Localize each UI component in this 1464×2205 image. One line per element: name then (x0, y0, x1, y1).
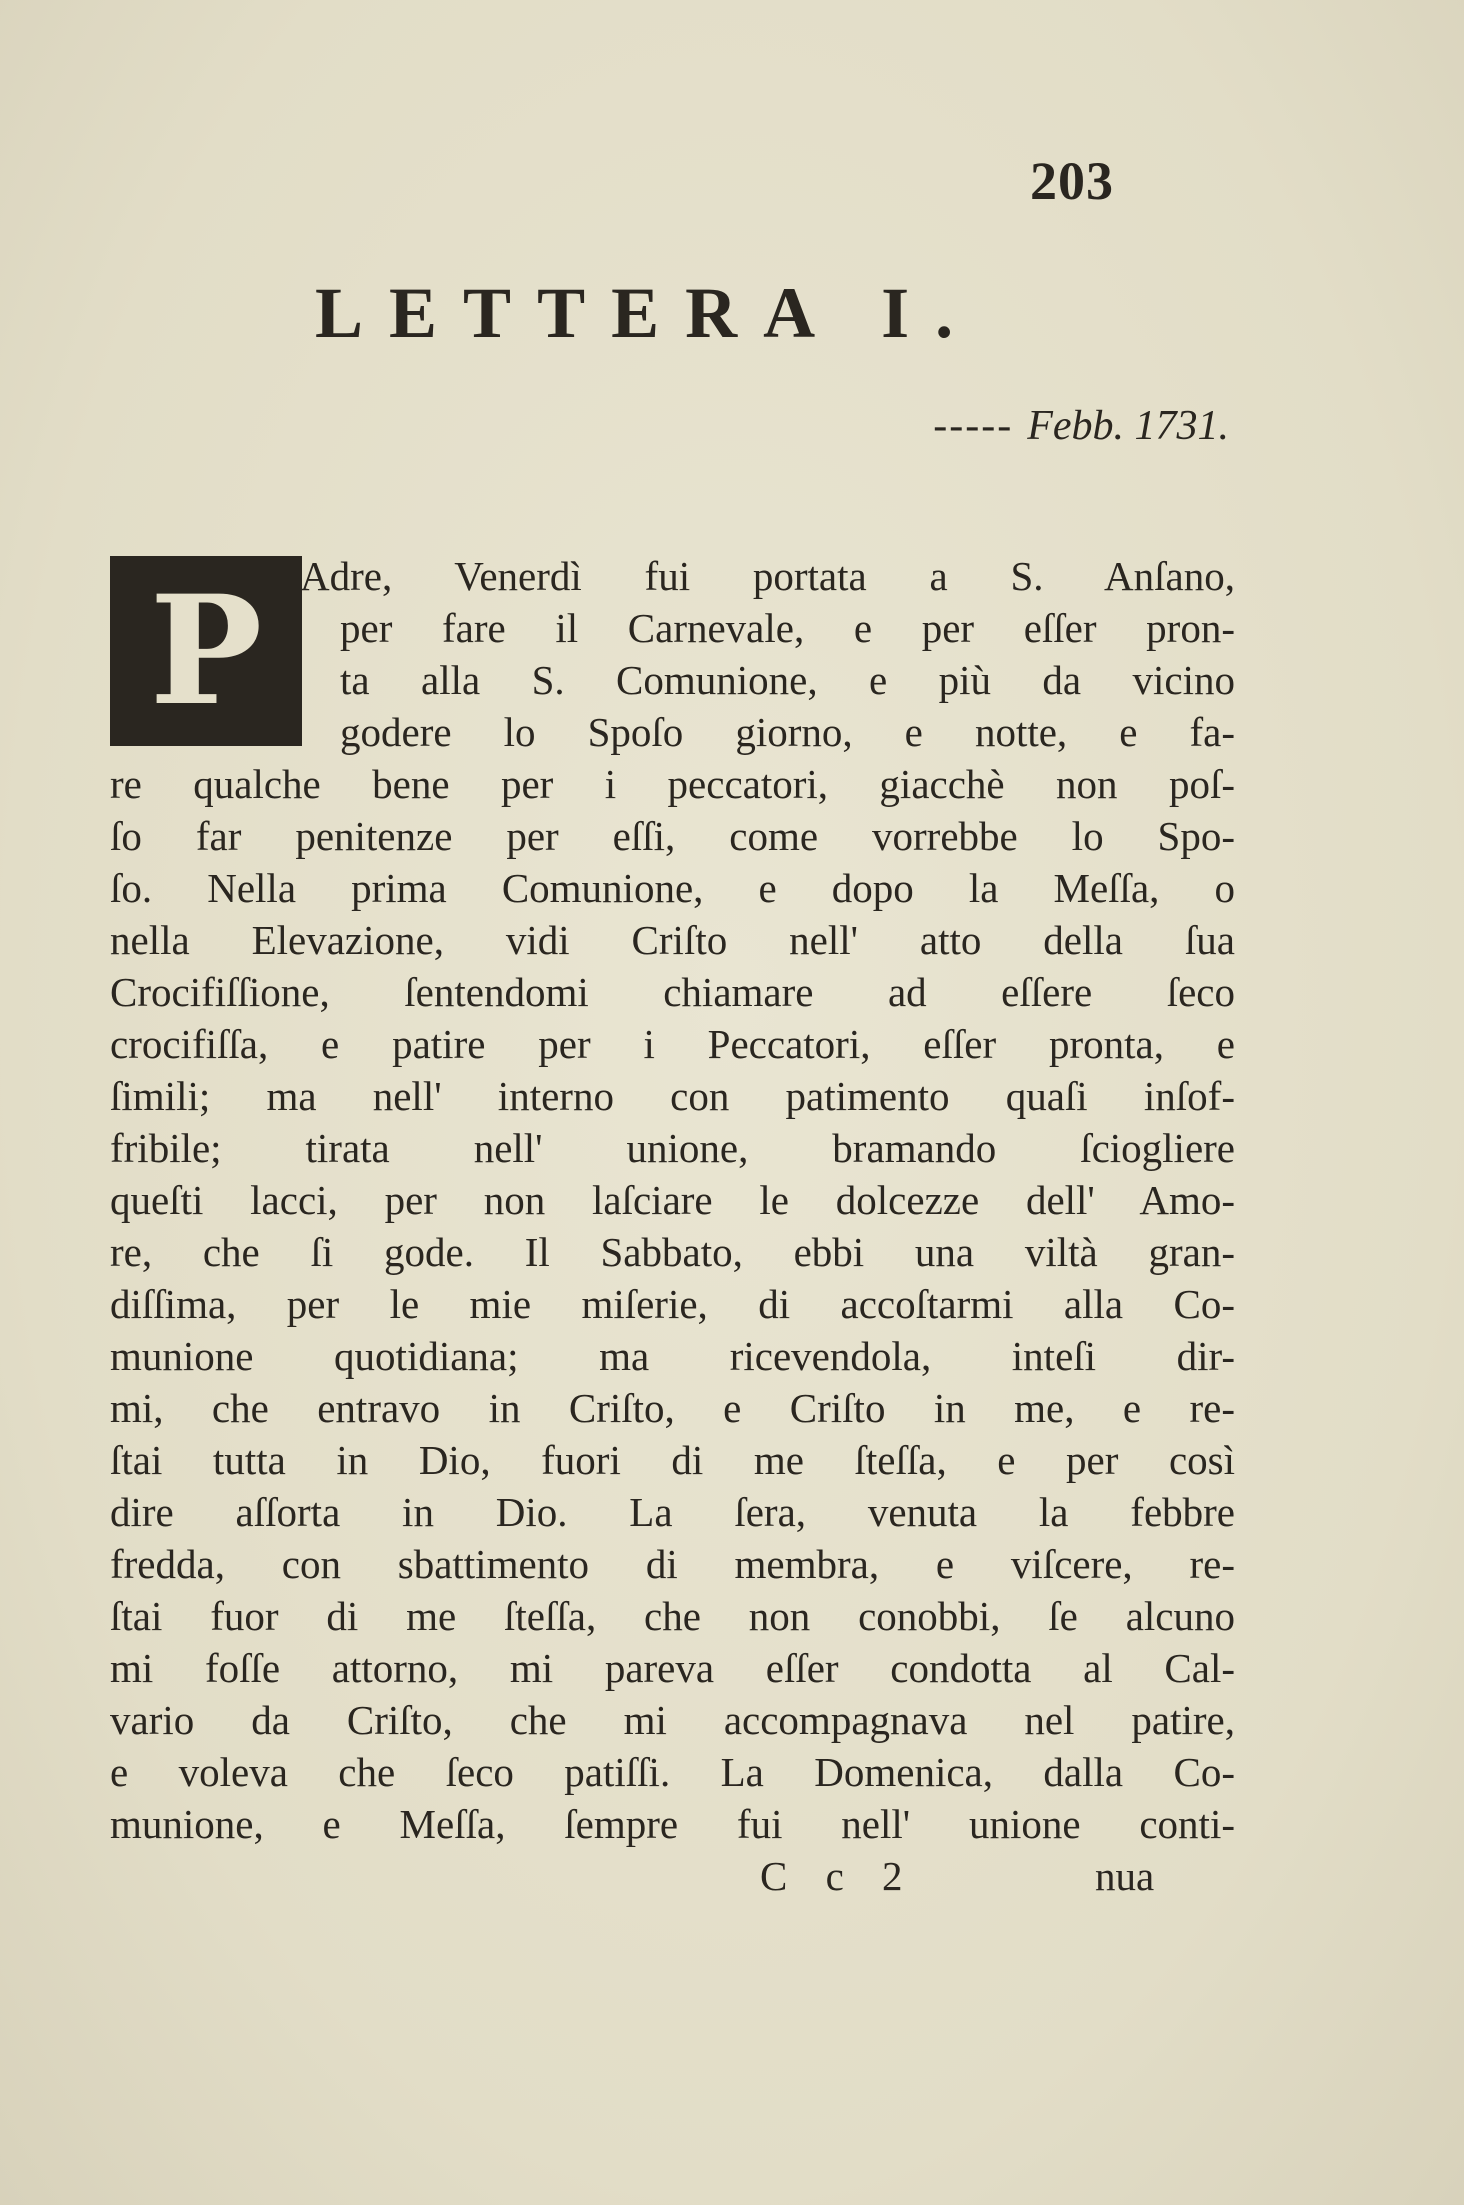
text-line: re qualche bene per i peccatori, giacchè non poſ- (110, 761, 1235, 807)
text-line: ſtai fuor di me ſteſſa, che non conobbi, ſe alcuno (110, 1593, 1235, 1639)
text-line: vario da Criſto, che mi accompagnava nel patire, (110, 1697, 1235, 1743)
text-line: ta alla S. Comunione, e più da vicino (340, 657, 1235, 703)
text-line: nella Elevazione, vidi Criſto nell' atto della ſua (110, 917, 1235, 963)
signature-mark: C c 2 (760, 1853, 917, 1899)
letter-title: LETTERA I. (315, 273, 980, 353)
date-text: Febb. 1731. (1027, 403, 1229, 449)
text-line: ſimili; ma nell' interno con patimento quaſi inſof- (110, 1073, 1235, 1119)
text-line: fredda, con sbattimento di membra, e viſcere, re- (110, 1541, 1235, 1587)
text-line: crocifiſſa, e patire per i Peccatori, eſſer pronta, e (110, 1021, 1235, 1067)
text-line: mi, che entravo in Criſto, e Criſto in me, e re- (110, 1385, 1235, 1431)
text-line: dire aſſorta in Dio. La ſera, venuta la febbre (110, 1489, 1235, 1535)
text-line: fribile; tirata nell' unione, bramando ſciogliere (110, 1125, 1235, 1171)
text-line: queſti lacci, per non laſciare le dolcezze dell' Amo- (110, 1177, 1235, 1223)
text-line: per fare il Carnevale, e per eſſer pron- (340, 605, 1235, 651)
letter-body (110, 550, 1235, 1850)
letter-date (933, 402, 1229, 450)
text-line: Crocifiſſione, ſentendomi chiamare ad eſſere ſeco (110, 969, 1235, 1015)
text-line: ſo. Nella prima Comunione, e dopo la Meſſa, o (110, 865, 1235, 911)
text-line: diſſima, per le mie miſerie, di accoſtarmi alla Co- (110, 1281, 1235, 1327)
text-line: ſo far penitenze per eſſi, come vorrebbe lo Spo- (110, 813, 1235, 859)
catchword: nua (1095, 1853, 1155, 1899)
text-line: ſtai tutta in Dio, fuori di me ſteſſa, e per così (110, 1437, 1235, 1483)
text-line: munione, e Meſſa, ſempre fui nell' unione conti- (110, 1801, 1235, 1847)
drop-cap-letter: P (149, 563, 263, 739)
page-number: 203 (1030, 151, 1114, 211)
text-line: mi foſſe attorno, mi pareva eſſer condotta al Cal- (110, 1645, 1235, 1691)
text-line: godere lo Spoſo giorno, e notte, e fa- (340, 709, 1235, 755)
text-line: e voleva che ſeco patiſſi. La Domenica, dalla Co- (110, 1749, 1235, 1795)
text-line: munione quotidiana; ma ricevendola, inteſi dir- (110, 1333, 1235, 1379)
text-line: Adre, Venerdì fui portata a S. Anſano, (300, 553, 1235, 599)
text-line: re, che ſi gode. Il Sabbato, ebbi una viltà gran- (110, 1229, 1235, 1275)
date-dash: ----- (933, 403, 1014, 449)
